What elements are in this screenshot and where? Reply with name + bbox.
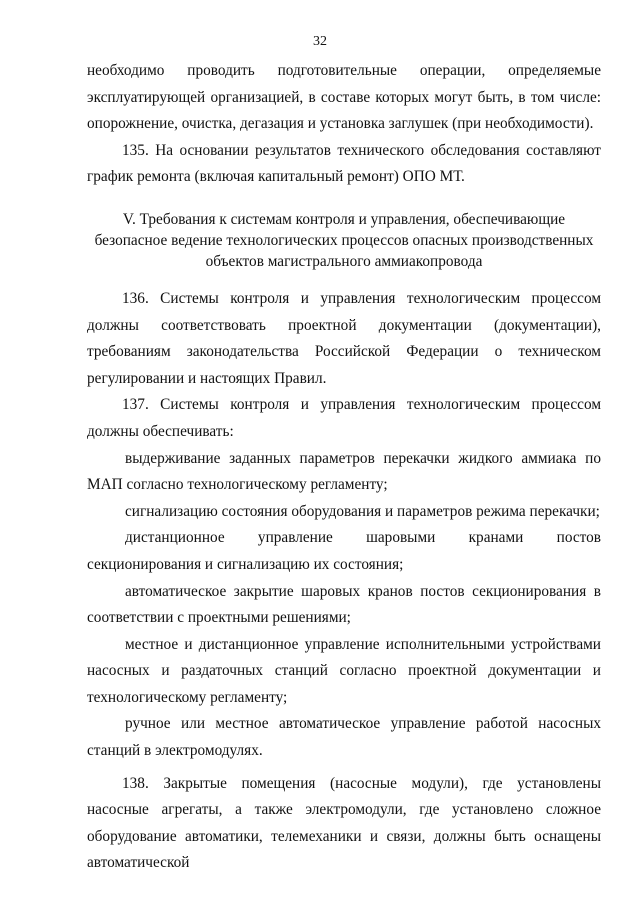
list-item: дистанционное управление шаровыми кранами постов секционирования и сигнализацию их состояния; xyxy=(87,529,601,573)
document-body xyxy=(87,58,601,877)
list-item: сигнализацию состояния оборудования и параметров режима перекачки; xyxy=(125,502,600,520)
page-number: 32 xyxy=(313,34,327,49)
list-item: местное и дистанционное управление исполнительными устройствами насосных и раздаточных станций согласно проектной документации и технологическому регламенту; xyxy=(87,635,601,706)
section-heading-line: V. Требования к системам контроля и управления, обеспечивающие xyxy=(122,210,566,228)
list-item: автоматическое закрытие шаровых кранов постов секционирования в соответствии с проектными решениями; xyxy=(87,582,601,627)
list-item: выдерживание заданных параметров перекачки жидкого аммиака по МАП согласно технологическому регламенту; xyxy=(87,449,601,494)
paragraph-138: 138. Закрытые помещения (насосные модули), где установлены насосные агрегаты, а также электромодули, где установлено сложное оборудование автоматики, телемеханики и связи, должны быть оснащены автоматической xyxy=(87,774,601,872)
section-heading-line: объектов магистрального аммиакопровода xyxy=(205,252,483,270)
paragraph-continuation: необходимо проводить подготовительные операции, определяемые эксплуатирующей организацией, в составе которых могут быть, в том числе: опорожнение, очистка, дегазация и установка заглушек (при необходимости). xyxy=(87,62,601,133)
paragraph-137-intro: 137. Системы контроля и управления технологическим процессом должны обеспечивать: xyxy=(87,396,601,440)
list-item: ручное или местное автоматическое управление работой насосных станций в электромодулях. xyxy=(87,715,601,760)
paragraph-136: 136. Системы контроля и управления технологическим процессом должны соответствовать проектной документации (документации), требованиям законодательства Российской Федерации о техническом регулировании и настоящих Правил. xyxy=(87,289,601,387)
section-heading xyxy=(87,209,601,272)
section-heading-line: безопасное ведение технологических процессов опасных производственных xyxy=(94,231,594,249)
paragraph-135: 135. На основании результатов технического обследования составляют график ремонта (включая капитальный ремонт) ОПО МТ. xyxy=(87,141,601,186)
